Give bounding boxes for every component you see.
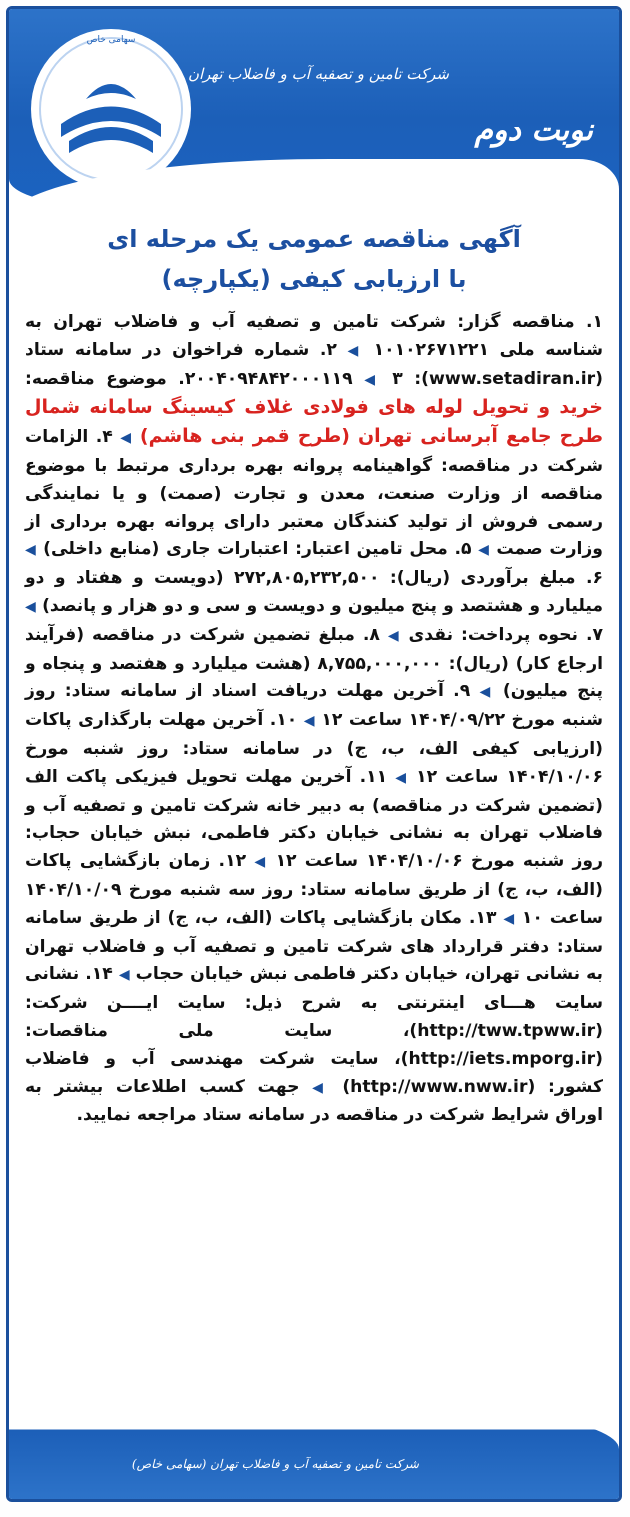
notice-title-line2: با ارزیابی کیفی (یکپارچه) bbox=[161, 265, 467, 293]
triangle-separator-icon: ◀ bbox=[303, 713, 315, 730]
item-5: ۵. محل تامین اعتبار: اعتبارات جاری (منابع داخلی) bbox=[43, 539, 472, 560]
triangle-separator-icon: ◀ bbox=[503, 910, 515, 927]
item-7: ۷. نحوه پرداخت: نقدی bbox=[408, 624, 603, 645]
tender-subject: خرید و تحویل لوله های فولادی غلاف کیسینگ سامانه شمال طرح جامع آبرسانی تهران (طرح قمر بنی هاشم) bbox=[25, 396, 604, 448]
item-14: ۱۴. نشانی سایت هـــای اینترنتی به شرح ذیل: سایت ایــــن شرکت: (http://tww.tpww.ir)، سایت ملی مناقصات: (http://iets.mporg.ir)، سایت شرکت مهندسی آب و فاضلاب کشور: (http://www.nww.ir) bbox=[25, 964, 604, 1097]
company-logo bbox=[31, 29, 191, 189]
triangle-separator-icon: ◀ bbox=[312, 1079, 330, 1096]
item-9: ۹. آخرین مهلت دریافت اسناد از سامانه ستاد: روز شنبه مورخ ۱۴۰۴/۰۹/۲۲ ساعت ۱۲ bbox=[25, 681, 604, 731]
notice-body bbox=[25, 309, 603, 1130]
item-2: ۲. شماره فراخوان در سامانه ستاد (www.setadiran.ir): ۲۰۰۴۰۹۴۸۴۲۰۰۰۱۱۹ bbox=[25, 339, 604, 389]
triangle-separator-icon: ◀ bbox=[25, 598, 36, 615]
item-8: ۸. مبلغ تضمین شرکت در مناقصه (فرآیند ارجاع کار) (ریال): ۸,۷۵۵,۰۰۰,۰۰۰ (هشت میلیارد و هفتصد و پنجاه و پنج میلیون) bbox=[25, 624, 604, 702]
triangle-separator-icon: ◀ bbox=[120, 430, 133, 447]
item-4: ۴. الزامات شرکت در مناقصه: گواهینامه پروانه بهره برداری مرتبط با موضوع مناقصه از وزارت صنعت، معدن و تجارت (صمت) و یا نمایندگی رسمی فروش از تولید کنندگان معتبر دارای پروانه بهره برداری از وزارت صمت bbox=[25, 427, 603, 560]
item-1: ۱. مناقصه گزار: شرکت تامین و تصفیه آب و فاضلاب تهران به شناسه ملی ۱۰۱۰۲۶۷۱۲۲۱ bbox=[25, 312, 604, 360]
item-15: جهت کسب اطلاعات بیشتر به اوراق شرایط شرکت در مناقصه در سامانه ستاد مراجعه نمایید. bbox=[25, 1076, 603, 1126]
triangle-separator-icon: ◀ bbox=[479, 684, 494, 701]
notice-title-line1: آگهی مناقصه عمومی یک مرحله ای bbox=[107, 225, 521, 253]
item-11: ۱۱. آخرین مهلت تحویل فیزیکی پاکت الف (تضمین شرکت در مناقصه) به دبیر خانه شرکت تامین و تصفیه آب و فاضلاب تهران به نشانی خیابان دکتر فاطمی، نبش خیابان حجاب: روز شنبه مورخ ۱۴۰۴/۱۰/۰۶ ساعت ۱۲ bbox=[25, 766, 603, 872]
triangle-separator-icon: ◀ bbox=[395, 769, 409, 786]
footer-signature: شرکت تامین و تصفیه آب و فاضلاب تهران (سهامی خاص) bbox=[131, 1457, 419, 1471]
notice-frame bbox=[6, 6, 622, 1502]
footer-banner bbox=[9, 1399, 619, 1499]
item-10: ۱۰. آخرین مهلت بارگذاری پاکات (ارزیابی کیفی الف، ب، ج) در سامانه ستاد: روز شنبه مورخ ۱۴۰۴/۱۰/۰۶ ساعت ۱۲ bbox=[25, 710, 604, 787]
triangle-separator-icon: ◀ bbox=[347, 342, 363, 359]
triangle-separator-icon: ◀ bbox=[254, 854, 268, 871]
item-13: ۱۳. مکان بازگشایی پاکات (الف، ب، ج) از طریق سامانه ستاد: دفتر قرارداد های شرکت تامین و تصفیه آب و فاضلاب تهران به نشانی تهران، خیابان دکتر فاطمی نبش خیابان حجاب bbox=[25, 907, 603, 985]
notice-title bbox=[29, 219, 599, 299]
item-6: ۶. مبلغ برآوردی (ریال): ۲۷۲,۸۰۵,۲۳۲,۵۰۰ (دویست و هفتاد و دو میلیارد و هشتصد و پنج میلیون و دویست و سی و دو هزار و پانصد) bbox=[25, 568, 604, 616]
triangle-separator-icon: ◀ bbox=[364, 371, 381, 388]
triangle-separator-icon: ◀ bbox=[118, 967, 130, 984]
triangle-separator-icon: ◀ bbox=[25, 542, 37, 559]
company-name: شرکت تامین و تصفیه آب و فاضلاب تهران bbox=[187, 65, 449, 83]
triangle-separator-icon: ◀ bbox=[387, 627, 401, 644]
item-3: ۳. موضوع مناقصه: bbox=[25, 368, 403, 389]
item-12: ۱۲. زمان بازگشایی پاکات (الف، ب، ج) از طریق سامانه ستاد: روز سه شنبه مورخ ۱۴۰۴/۱۰/۰۹ ساعت ۱۰ bbox=[25, 851, 603, 928]
water-drop-logo-icon bbox=[31, 29, 191, 189]
triangle-separator-icon: ◀ bbox=[478, 542, 490, 559]
logo-text: سهامی خاص bbox=[86, 35, 136, 45]
round-title: نوبت دوم bbox=[474, 113, 593, 148]
